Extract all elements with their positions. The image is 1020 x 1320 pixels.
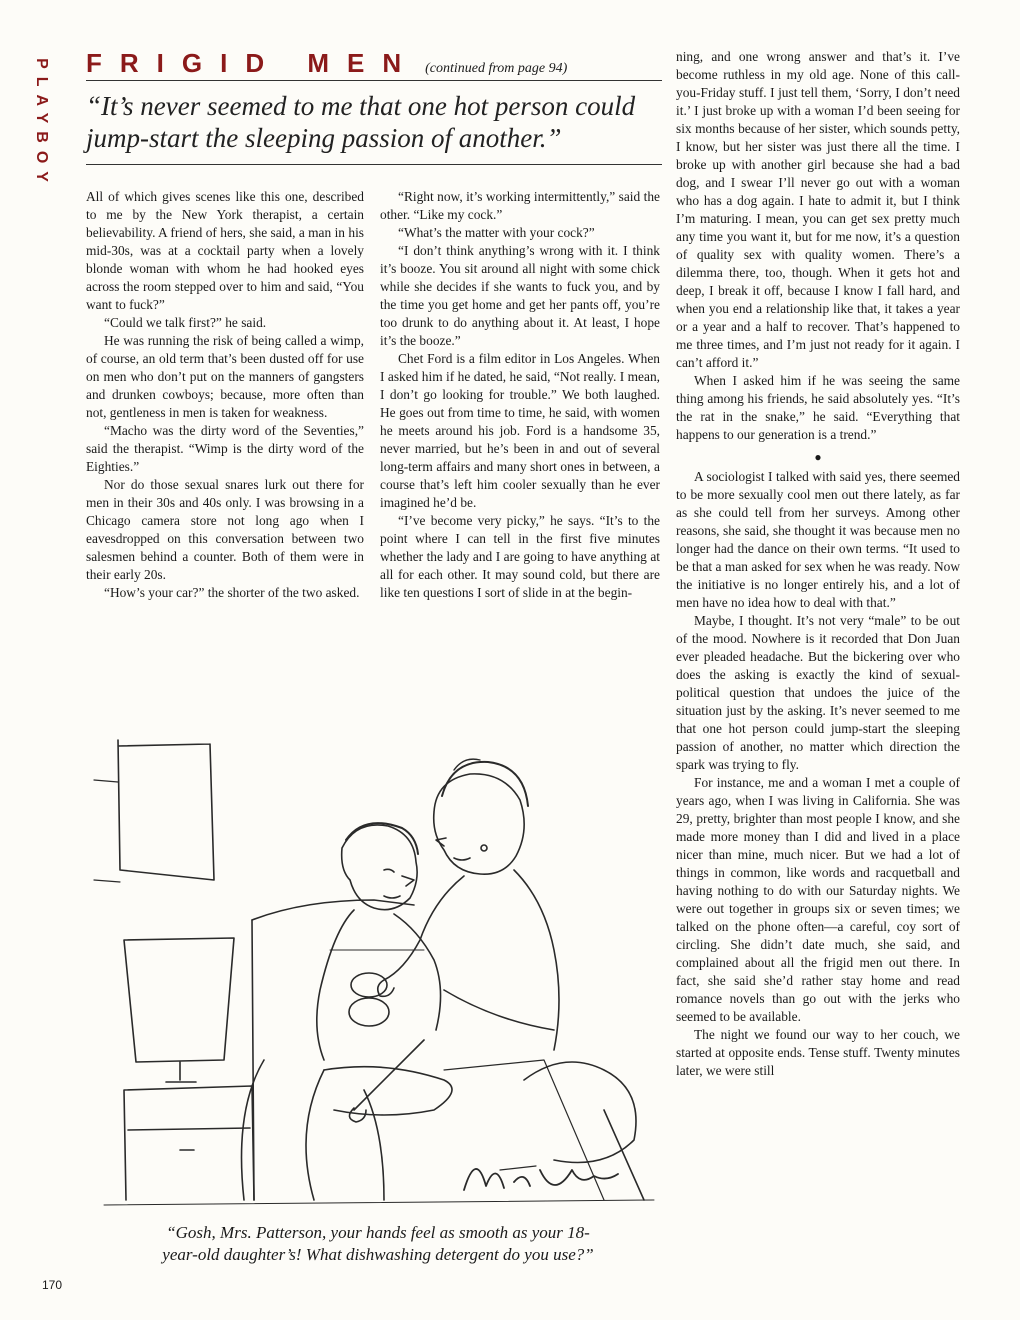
column-3 — [676, 48, 960, 1080]
paragraph: “What’s the matter with your cock?” — [398, 225, 595, 240]
paragraph: “How’s your car?” the shorter of the two asked. — [104, 585, 360, 600]
article-title: FRIGID MEN — [86, 48, 420, 78]
paragraph: The night we found our way to her couch, we started at opposite ends. Tense stuff. Twenty minutes later, we were still — [676, 1027, 960, 1078]
paragraph: A sociologist I talked with said yes, there seemed to be more sexually cool men out there lately, as far as she could tell from her surveys. Among other reasons, she said, she thought it was because men no longer had the dance on their own terms. “It used to be that a man asked for sex when he was ready. Now the initiative is no longer entirely his, and a lot of men have no idea how to deal with that.” — [676, 469, 960, 610]
paragraph: “I don’t think anything’s wrong with it. I think it’s booze. You sit around all night with some chick while she decides if she wants to fuck you, and by the time you get home and get her pants off, you’re too drunk to do anything about it. At least, I hope it’s the booze.” — [380, 243, 660, 348]
cartoon-illustration — [84, 730, 664, 1210]
paragraph: When I asked him if he was seeing the same thing among his friends, he said absolutely yes. “It’s the rat in the snake,” he said. “Everything that happens to our generation is a trend.” — [676, 373, 960, 442]
magazine-logo — [28, 44, 54, 204]
column-1 — [86, 188, 364, 602]
paragraph: “Right now, it’s working intermittently,” said the other. “Like my cock.” — [380, 189, 660, 222]
paragraph: Nor do those sexual snares lurk out there for men in their 30s and 40s only. I was browsing in a Chicago camera store not long ago when I eavesdropped on this conversation between two salesmen behind a counter. Both of them were in their early 20s. — [86, 477, 364, 582]
pull-quote-rule — [86, 164, 662, 165]
paragraph: Chet Ford is a film editor in Los Angeles. When I asked him if he dated, he said, “Not really. I mean, I don’t go looking for trouble.” We both laughed. He goes out from time to time, he said, with women he meets around his job. Ford is a handsome 35, never married, but he’s been in and out of several long-term affairs and many short ones in between, a course that’s left him cooler sexually than he ever imagined he’d be. — [380, 351, 660, 510]
continued-note: (continued from page 94) — [425, 61, 568, 76]
page-number: 170 — [42, 1278, 63, 1292]
paragraph: All of which gives scenes like this one, described to me by the New York therapist, a certain believability. A friend of hers, she said, a man in his mid-30s, was at a cocktail party when a lovely blonde woman with whom he had hooked eyes across the room stepped over to him and said, “You want to fuck?” — [86, 189, 364, 312]
paragraph: “I’ve become very picky,” he says. “It’s to the point where I can tell in the first five minutes whether the lady and I are going to have anything at all for each other. It may sound cold, but there are like ten questions I sort of slide in at the begin- — [380, 513, 660, 600]
paragraph: For instance, me and a woman I met a couple of years ago, when I was living in California. She was 29, pretty, brighter than most people I know, and she made more money than I did and lived in a place nicer than mine, much nicer. But we had a lot of things in common, like words and racquetball and having nothing to do with our Saturday nights. We were out together in groups six or seven times; we talked on the phone often—a careful, coy sort of circling. She didn’t date much, she said, and complained about all the frigid men out there. In fact, she said she’d rather stay home and read romance novels than go out with the jerks who seemed to be available. — [676, 775, 960, 1024]
paragraph: “Macho was the dirty word of the Seventies,” said the therapist. “Wimp is the dirty word of the Eighties.” — [86, 423, 364, 474]
header-rule — [86, 80, 662, 81]
article-header — [86, 48, 662, 78]
column-2 — [380, 188, 660, 602]
cartoon-caption: “Gosh, Mrs. Patterson, your hands feel as smooth as your 18-year-old daughter’s! What dishwashing detergent do you use?” — [162, 1223, 594, 1264]
paragraph: Maybe, I thought. It’s not very “male” to be out of the mood. Nowhere is it recorded that Don Juan ever pleaded headache. But the bickering over who does the asking is exactly the kind of sexual-political question that undoes the juice of the situation just by the asking. It’s never seemed to me that one hot person could jump-start the sleeping passion of another, no matter which direction the spark was trying to fly. — [676, 613, 960, 772]
section-break-bullet: ● — [814, 450, 822, 464]
magazine-logo-text: PLAYBOY — [33, 58, 50, 190]
jersey-number — [352, 1029, 353, 1030]
paragraph: “Could we talk first?” he said. — [104, 315, 267, 330]
pull-quote: “It’s never seemed to me that one hot person could jump-start the sleeping passion of another.” — [86, 91, 636, 153]
paragraph: ning, and one wrong answer and that’s it. I’ve become ruthless in my old age. None of this call-you-Friday stuff. I just tell them, ‘Sorry, I don’t need it.’ I just broke up with a woman I’d been seeing for six months because of her sister, which sounds petty, I know, but her sister was just there all the time. I broke up with another girl because she had a bad dog, and I swear I’ll never go out with a woman who has a dog again. I hate to admit it, but I think I’m maturing. I mean, you can get sex pretty much any time you want it, but for me now, it’s a question of quality sex with quality women. There’s a dilemma there, too, though. When it gets hot and deep, I break it off, because I know I fall hard, and when you end a relationship like that, it takes a year or a year and a half to recover. That’s happened to me three times, and I’m just not ready for it again. I can’t afford it.” — [676, 49, 960, 370]
paragraph: He was running the risk of being called a wimp, of course, an old term that’s been dusted off for use on men who don’t put on the manners of gangsters and drunken cowboys; because, more often than not, gentleness in men is taken for weakness. — [86, 333, 364, 420]
